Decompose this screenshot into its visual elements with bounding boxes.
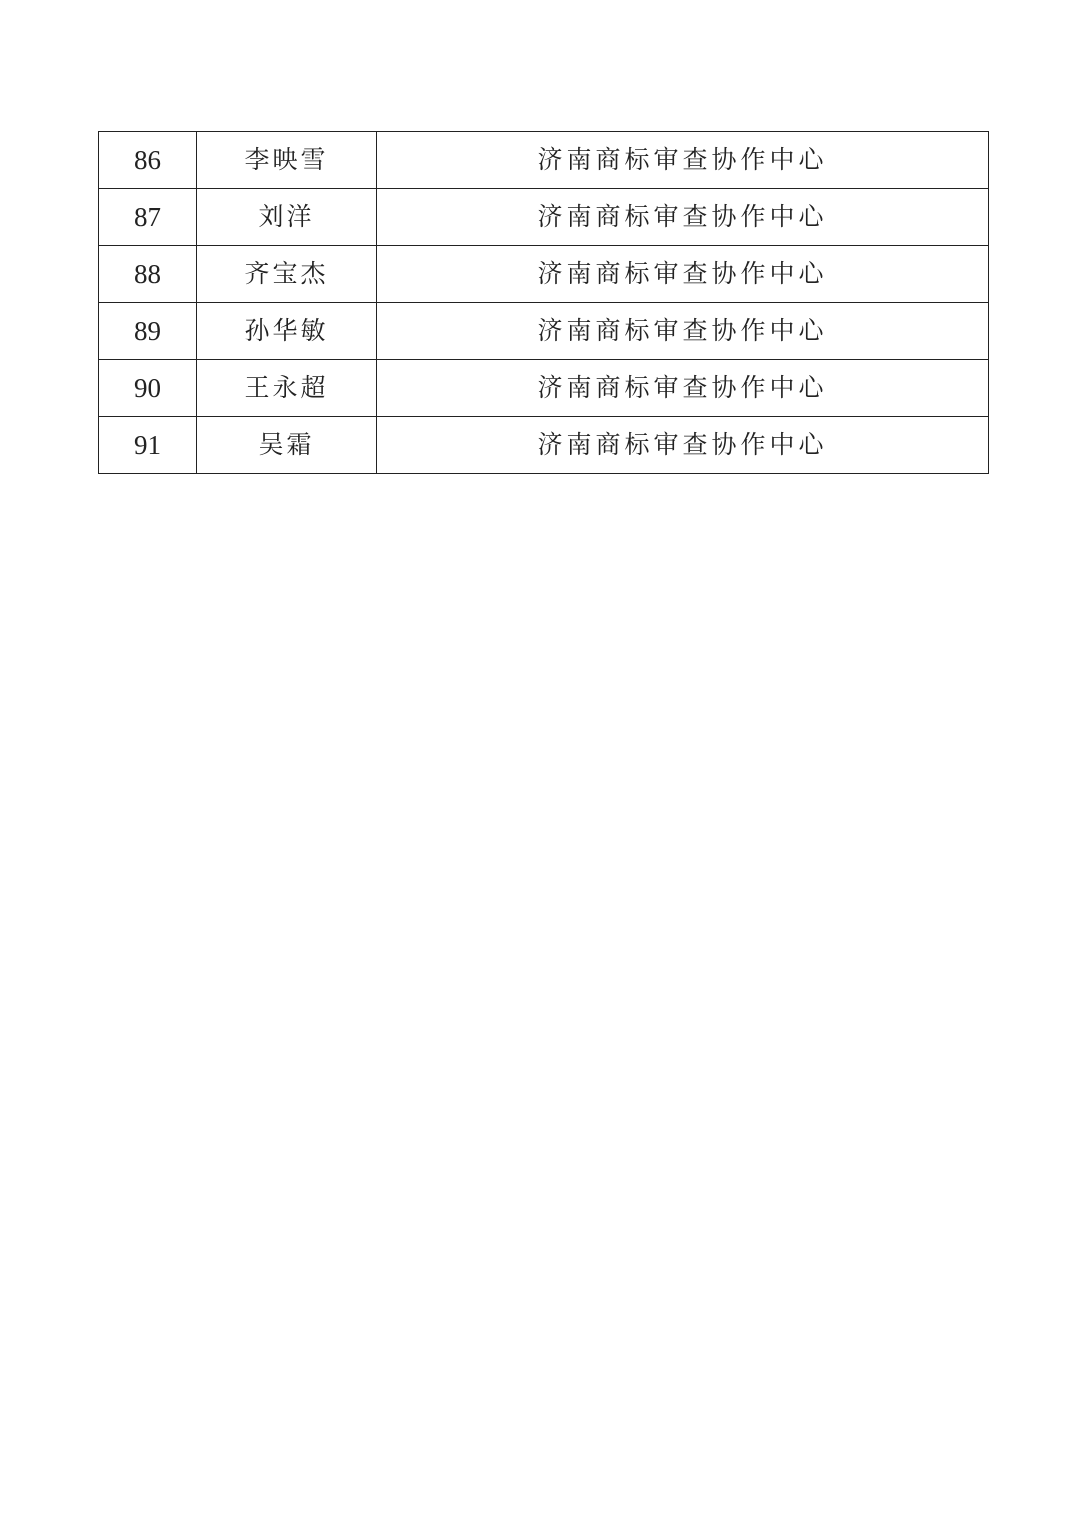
table-row: [99, 246, 989, 303]
person-name: 齐宝杰: [197, 246, 377, 303]
work-unit: 济南商标审查协作中心: [377, 360, 989, 417]
table-row: [99, 189, 989, 246]
table-row: [99, 132, 989, 189]
person-name: 孙华敏: [197, 303, 377, 360]
work-unit: 济南商标审查协作中心: [377, 132, 989, 189]
roster-table: [98, 131, 989, 474]
table-row: [99, 417, 989, 474]
work-unit: 济南商标审查协作中心: [377, 417, 989, 474]
work-unit: 济南商标审查协作中心: [377, 303, 989, 360]
table-row: [99, 360, 989, 417]
row-number: 89: [99, 303, 197, 360]
work-unit: 济南商标审查协作中心: [377, 246, 989, 303]
row-number: 86: [99, 132, 197, 189]
row-number: 88: [99, 246, 197, 303]
person-name: 王永超: [197, 360, 377, 417]
row-number: 90: [99, 360, 197, 417]
person-name: 吴霜: [197, 417, 377, 474]
row-number: 91: [99, 417, 197, 474]
row-number: 87: [99, 189, 197, 246]
person-name: 刘洋: [197, 189, 377, 246]
person-name: 李映雪: [197, 132, 377, 189]
table-row: [99, 303, 989, 360]
work-unit: 济南商标审查协作中心: [377, 189, 989, 246]
